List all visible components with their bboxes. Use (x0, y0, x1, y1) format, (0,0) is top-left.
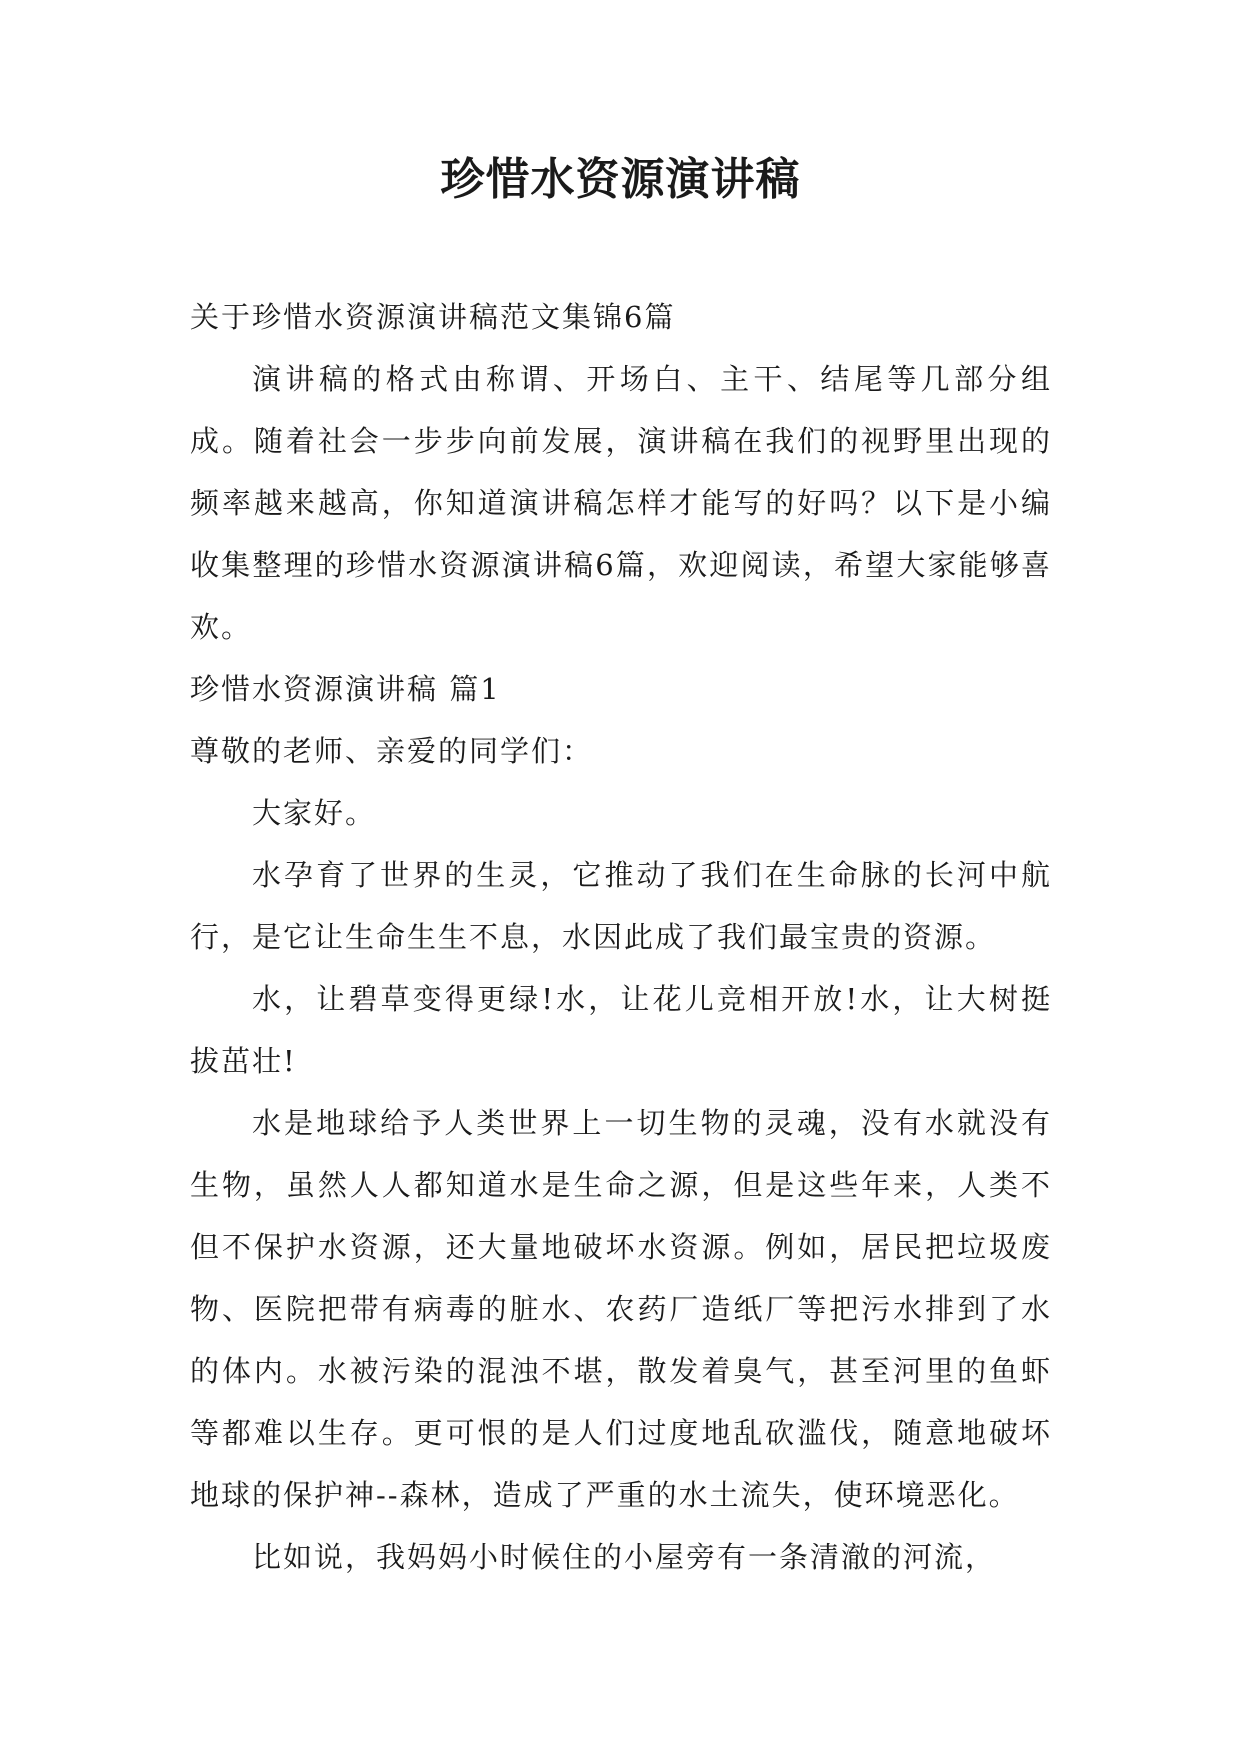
document-title: 珍惜水资源演讲稿 (440, 154, 801, 205)
document-body (190, 286, 1052, 1588)
body-paragraph: 比如说，我妈妈小时候住的小屋旁有一条清澈的河流， (252, 1540, 997, 1574)
body-paragraph: 水是地球给予人类世界上一切生物的灵魂，没有水就没有生物，虽然人人都知道水是生命之源，但是这些年来，人类不但不保护水资源，还大量地破坏水资源。例如，居民把垃圾废物、医院把带有病毒的脏水、农药厂造纸厂等把污水排到了水的体内。水被污染的混浊不堪，散发着臭气，甚至河里的鱼虾等都难以生存。更可恨的是人们过度地乱砍滥伐，随意地破坏地球的保护神--森林，造成了严重的水土流失，使环境恶化。 (190, 1106, 1052, 1512)
greeting: 大家好。 (252, 796, 377, 830)
body-paragraph: 水孕育了世界的生灵，它推动了我们在生命脉的长河中航行，是它让生命生生不息，水因此成了我们最宝贵的资源。 (190, 858, 1052, 954)
section-heading: 珍惜水资源演讲稿 篇1 (190, 672, 501, 706)
body-paragraph: 水，让碧草变得更绿!水，让花儿竞相开放!水，让大树挺拔茁壮! (190, 982, 1052, 1078)
salutation: 尊敬的老师、亲爱的同学们： (190, 734, 594, 768)
intro-paragraph: 演讲稿的格式由称谓、开场白、主干、结尾等几部分组成。随着社会一步步向前发展，演讲稿在我们的视野里出现的频率越来越高，你知道演讲稿怎样才能写的好吗？以下是小编收集整理的珍惜水资源演讲稿6篇，欢迎阅读，希望大家能够喜欢。 (190, 362, 1052, 644)
subtitle-line: 关于珍惜水资源演讲稿范文集锦6篇 (190, 300, 676, 334)
